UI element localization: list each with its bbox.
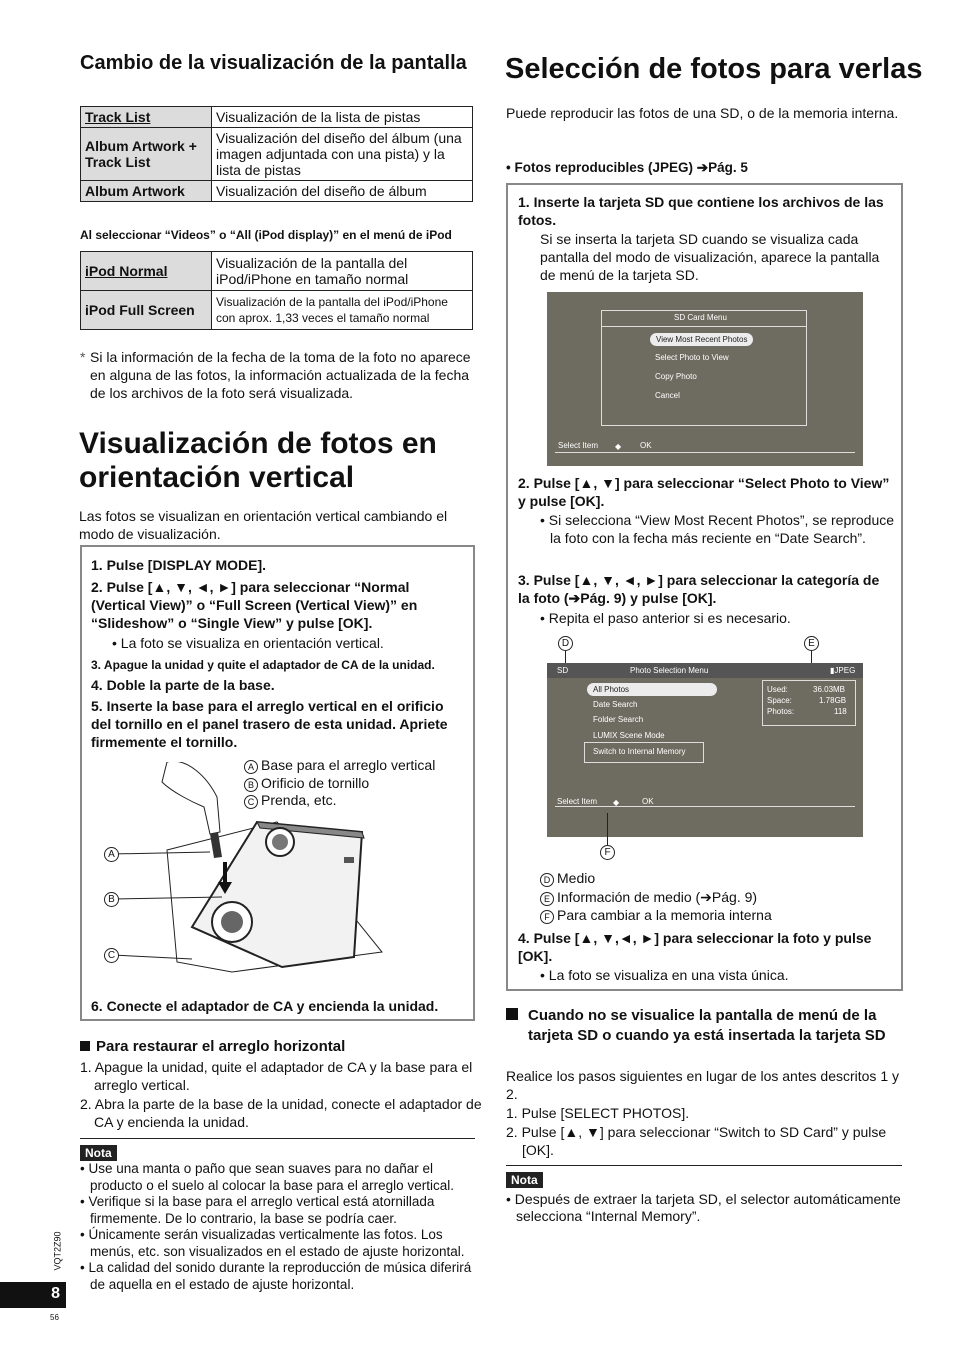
menu-title: Photo Selection Menu: [630, 666, 709, 675]
right-intro: Puede reproducir las fotos de una SD, o de la memoria interna.: [506, 105, 899, 121]
menu-item[interactable]: Copy Photo: [655, 372, 697, 381]
legend-a: A Base para el arreglo vertical: [244, 756, 435, 774]
table-value: Visualización de la pantalla del iPod/iPhone en tamaño normal: [212, 252, 473, 291]
nota-item: • Use una manta o paño que sean suaves para no dañar el producto o el suelo al colocar la base para el arreglo vertical.: [80, 1161, 454, 1193]
step-1-note: Si se inserta la tarjeta SD cuando se visualiza cada pantalla del modo de visualización, aparece la pantalla de menú de la tarjeta SD.: [540, 231, 880, 283]
when-title: Cuando no se visualice la pantalla de menú de la tarjeta SD o cuando ya está insertada la tarjeta SD: [506, 1006, 918, 1046]
page-small: 56: [50, 1313, 59, 1322]
marker-f-icon: F: [540, 910, 554, 924]
menu-panel: [601, 310, 807, 426]
marker-a-icon: A: [104, 847, 119, 862]
jpeg-bullet: • Fotos reproducibles (JPEG) ➔Pág. 5: [506, 160, 748, 175]
marker-c-icon: C: [244, 795, 258, 809]
menu-item[interactable]: Select Photo to View: [655, 353, 729, 362]
marker-f-icon: F: [600, 845, 615, 860]
ipod-heading: Al seleccionar “Videos” o “All (iPod display)” en el menú de iPod: [80, 228, 452, 242]
footer-ok: OK: [640, 441, 652, 450]
divider: [601, 326, 806, 327]
table-key: iPod Full Screen: [81, 291, 212, 330]
nav-cross-icon: ◆: [613, 798, 620, 807]
footer-select-item: Select Item: [557, 797, 598, 806]
info-space-value: 1.78GB: [819, 696, 847, 705]
marker-d-icon: D: [558, 636, 573, 651]
marker-e-icon: E: [804, 636, 819, 651]
info-photos-label: Photos:: [767, 707, 795, 716]
table-key: Track List: [81, 107, 212, 128]
menu-item-selected[interactable]: View Most Recent Photos: [650, 333, 753, 346]
square-bullet-icon: [506, 1008, 518, 1020]
menu-item[interactable]: LUMIX Scene Mode: [593, 731, 665, 740]
sd-card-menu-screen: [547, 292, 863, 466]
footer-select-item: Select Item: [558, 441, 599, 450]
when-item-1: 1. Pulse [SELECT PHOTOS].: [506, 1105, 690, 1121]
step-1: 1. Pulse [DISPLAY MODE].: [91, 557, 267, 573]
menu-item[interactable]: Date Search: [593, 700, 638, 709]
divider: [555, 806, 855, 807]
step-5: 5. Inserte la base para el arreglo vertical en el orificio del tornillo en el panel trasero de esta unidad. Apriete firmemente el tornillo.: [91, 698, 448, 750]
divider: [555, 452, 855, 453]
photo-selection-menu-screen: [547, 663, 863, 837]
step-1: 1. Inserte la tarjeta SD que contiene los archivos de las fotos.: [518, 194, 884, 228]
info-photos-value: 118: [834, 707, 847, 716]
table-key: Album Artwork + Track List: [81, 128, 212, 181]
right-steps-box: [506, 183, 903, 991]
vertical-stand-illustration: [92, 762, 392, 987]
vertical-intro: Las fotos se visualizan en orientación vertical cambiando el modo de visualización.: [79, 508, 448, 542]
restore-title: Para restaurar el arreglo horizontal: [80, 1038, 345, 1055]
table-key: iPod Normal: [81, 252, 212, 291]
nota-item: • La calidad del sonido durante la reproducción de música diferirá de aquella en el estado de ajuste horizontal.: [80, 1260, 472, 1292]
ipod-table: [80, 251, 473, 330]
step-3: 3. Pulse [▲, ▼, ◄, ►] para seleccionar la categoría de la foto (➔Pág. 9) y pulse [OK].: [518, 572, 880, 606]
table-value: Visualización del diseño de álbum: [212, 181, 473, 202]
marker-b-icon: B: [104, 892, 119, 907]
menu-item-switch-memory[interactable]: Switch to Internal Memory: [593, 747, 686, 756]
nota-item: • Verifique si la base para el arreglo vertical está atornillada firmemente. De lo contrario, la base se podría caer.: [80, 1194, 435, 1226]
page-code: VQT2Z90: [52, 1231, 63, 1271]
step-3-note: • Repita el paso anterior si es necesario.: [540, 610, 791, 626]
marker-c-icon: C: [104, 948, 119, 963]
step-2: 2. Pulse [▲, ▼] para seleccionar “Select Photo to View” y pulse [OK].: [518, 475, 890, 509]
legend-f: F Para cambiar a la memoria interna: [540, 906, 772, 924]
square-bullet-icon: [80, 1041, 90, 1051]
step-4: 4. Pulse [▲, ▼,◄, ►] para seleccionar la foto y pulse [OK].: [518, 930, 872, 964]
marker-e-icon: E: [540, 892, 554, 906]
step-3: 3. Apague la unidad y quite el adaptador de CA de la unidad.: [91, 658, 435, 672]
legend-b: B Orificio de tornillo: [244, 774, 369, 792]
sd-card-icon: ▮: [830, 666, 835, 675]
nota-list: [80, 1161, 478, 1293]
legend-d: D Medio: [540, 869, 595, 887]
restore-item-2: 2. Abra la parte de la base de la unidad, conecte el adaptador de CA y encienda la unidad.: [80, 1096, 482, 1130]
footer-ok: OK: [642, 797, 654, 806]
vertical-title: Visualización de fotos en orientación vertical: [79, 427, 437, 494]
steps-box: [80, 545, 475, 1021]
table-value: Visualización de la pantalla del iPod/iPhone con aprox. 1,33 veces el tamaño normal: [212, 291, 473, 330]
info-used-value: 36.03MB: [813, 685, 846, 694]
legend-c: C Prenda, etc.: [244, 791, 337, 809]
table-value: Visualización de la lista de pistas: [212, 107, 473, 128]
marker-a-icon: A: [244, 760, 258, 774]
table-row: [81, 291, 473, 330]
table-row: [81, 107, 473, 128]
page-title: Selección de fotos para verlas: [505, 53, 923, 85]
when-intro: Realice los pasos siguientes en lugar de los antes descritos 1 y 2.: [506, 1068, 899, 1102]
footnote: Si la información de la fecha de la toma de la foto no aparece en alguna de las fotos, la información actualizada de la fecha de los archivos de la foto será visualizada.: [90, 349, 471, 401]
step-4: 4. Doble la parte de la base.: [91, 677, 275, 693]
info-used-label: Used:: [767, 685, 788, 694]
nota-label: Nota: [506, 1172, 543, 1188]
legend-e: E Información de medio (➔Pág. 9): [540, 888, 757, 906]
when-item-2: 2. Pulse [▲, ▼] para seleccionar “Switch to SD Card” y pulse [OK].: [506, 1124, 887, 1158]
divider: [80, 1138, 475, 1139]
footnote-mark: *: [80, 349, 86, 365]
marker-b-icon: B: [244, 778, 258, 792]
step-2-note: • La foto se visualiza en orientación vertical.: [112, 635, 384, 651]
menu-item-selected[interactable]: All Photos: [587, 683, 717, 696]
step-2-note: • Si selecciona “View Most Recent Photos”, se reproduce la foto con la fecha más reciente en “Date Search”.: [540, 512, 895, 546]
menu-item[interactable]: Folder Search: [593, 715, 644, 724]
table-row: [81, 181, 473, 202]
nota-item: • Después de extraer la tarjeta SD, el selector automáticamente selecciona “Internal Memory”.: [506, 1191, 901, 1224]
menu-item[interactable]: Cancel: [655, 391, 680, 400]
leader-line: [607, 813, 608, 845]
section-title: Cambio de la visualización de la pantalla: [80, 52, 467, 74]
info-space-label: Space:: [767, 696, 792, 705]
display-mode-table: [80, 106, 473, 202]
table-key: Album Artwork: [81, 181, 212, 202]
page-number: 8: [0, 1282, 66, 1308]
divider: [506, 1165, 902, 1166]
nota-label: Nota: [80, 1145, 117, 1161]
menu-title: SD Card Menu: [674, 313, 727, 322]
nav-cross-icon: ◆: [615, 442, 622, 451]
step-4-note: • La foto se visualiza en una vista única.: [540, 967, 789, 983]
marker-d-icon: D: [540, 873, 554, 887]
media-label: SD: [557, 666, 569, 675]
nota-item: • Únicamente serán visualizadas verticalmente las fotos. Los menús, etc. son visualizados en el estado de ajuste horizontal.: [80, 1227, 465, 1259]
step-2: 2. Pulse [▲, ▼, ◄, ►] para seleccionar “Normal (Vertical View)” o “Full Screen (Vertical View)” en “Slideshow” o “Single View” y pulse [OK].: [91, 579, 418, 631]
step-6: 6. Conecte el adaptador de CA y encienda la unidad.: [91, 998, 439, 1014]
table-value: Visualización del diseño del álbum (una imagen adjuntada con una pista) y la lista de pistas: [212, 128, 473, 181]
table-row: [81, 128, 473, 181]
restore-item-1: 1. Apague la unidad, quite el adaptador de CA y la base para el arreglo vertical.: [80, 1059, 473, 1093]
jpeg-label: ▮JPEG: [830, 666, 856, 675]
table-row: [81, 252, 473, 291]
